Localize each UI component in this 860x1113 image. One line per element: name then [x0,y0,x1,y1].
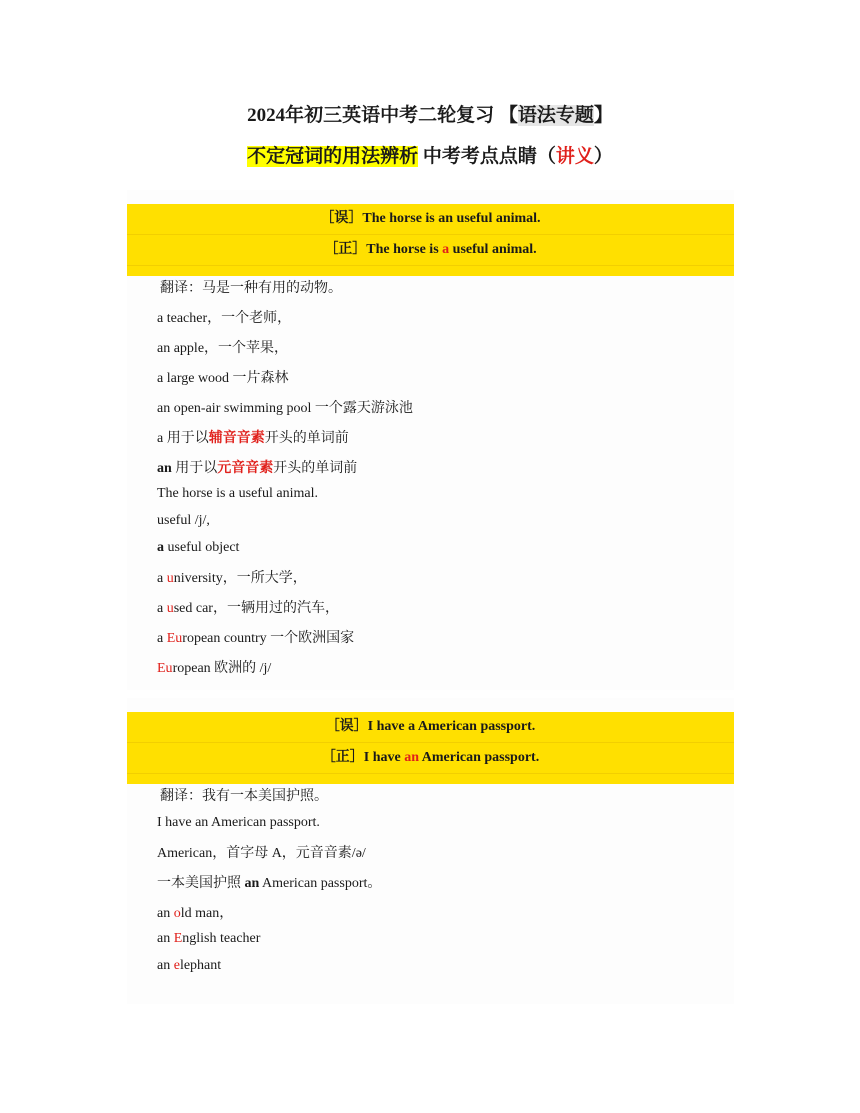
example-line: an open-air swimming pool 一个露天游泳池 [157,401,413,416]
example-line: American，首字母 A，元音音素/ə/ [157,846,366,861]
title-bracket: 】 [593,105,613,126]
page-title [0,100,860,127]
correct-sentence: ［正］The horse is a useful animal. [127,235,734,266]
example-line: an elephant [157,958,222,973]
subtitle-red: 讲义 [555,146,594,167]
example-line: an apple，一个苹果， [157,341,289,356]
page-subtitle [0,141,860,168]
translation: 翻译：马是一种有用的动物。 [160,281,342,296]
example-line: 一本美国护照 an American passport。 [157,876,382,891]
section-2-correction-box [127,712,734,784]
example-line: an old man， [157,906,234,921]
corrected-article: a [442,242,450,257]
title-tag: 语法专题 [517,105,594,126]
example-line: a teacher，一个老师， [157,311,292,326]
example-line: European 欧洲的 /j/ [157,661,272,676]
example-line: a university，一所大学， [157,571,307,586]
translation: 翻译：我有一本美国护照。 [160,789,328,804]
example-line: useful /j/, [157,513,210,528]
section-1-correction-box [127,204,734,276]
example-line: an English teacher [157,931,261,946]
example-line: a large wood 一片森林 [157,371,289,386]
rule-line: a 用于以辅音音素开头的单词前 [157,431,349,446]
wrong-sentence: ［误］I have a American passport. [127,712,734,743]
title-text: 2024年初三英语中考二轮复习 【 [247,105,518,126]
subtitle-bracket: ） [593,146,613,167]
example-line: a European country 一个欧洲国家 [157,631,355,646]
example-line: a used car，一辆用过的汽车， [157,601,339,616]
subtitle-text: 中考考点点睛（ [418,146,556,167]
correct-sentence: ［正］I have an American passport. [127,743,734,774]
example-line: I have an American passport. [157,815,320,830]
corrected-article: an [404,750,420,765]
rule-line: an 用于以元音音素开头的单词前 [157,461,358,476]
subtitle-highlight: 不定冠词的用法辨析 [247,146,419,167]
example-line: The horse is a useful animal. [157,486,318,501]
example-line: a useful object [157,540,240,555]
wrong-sentence: ［误］The horse is an useful animal. [127,204,734,235]
